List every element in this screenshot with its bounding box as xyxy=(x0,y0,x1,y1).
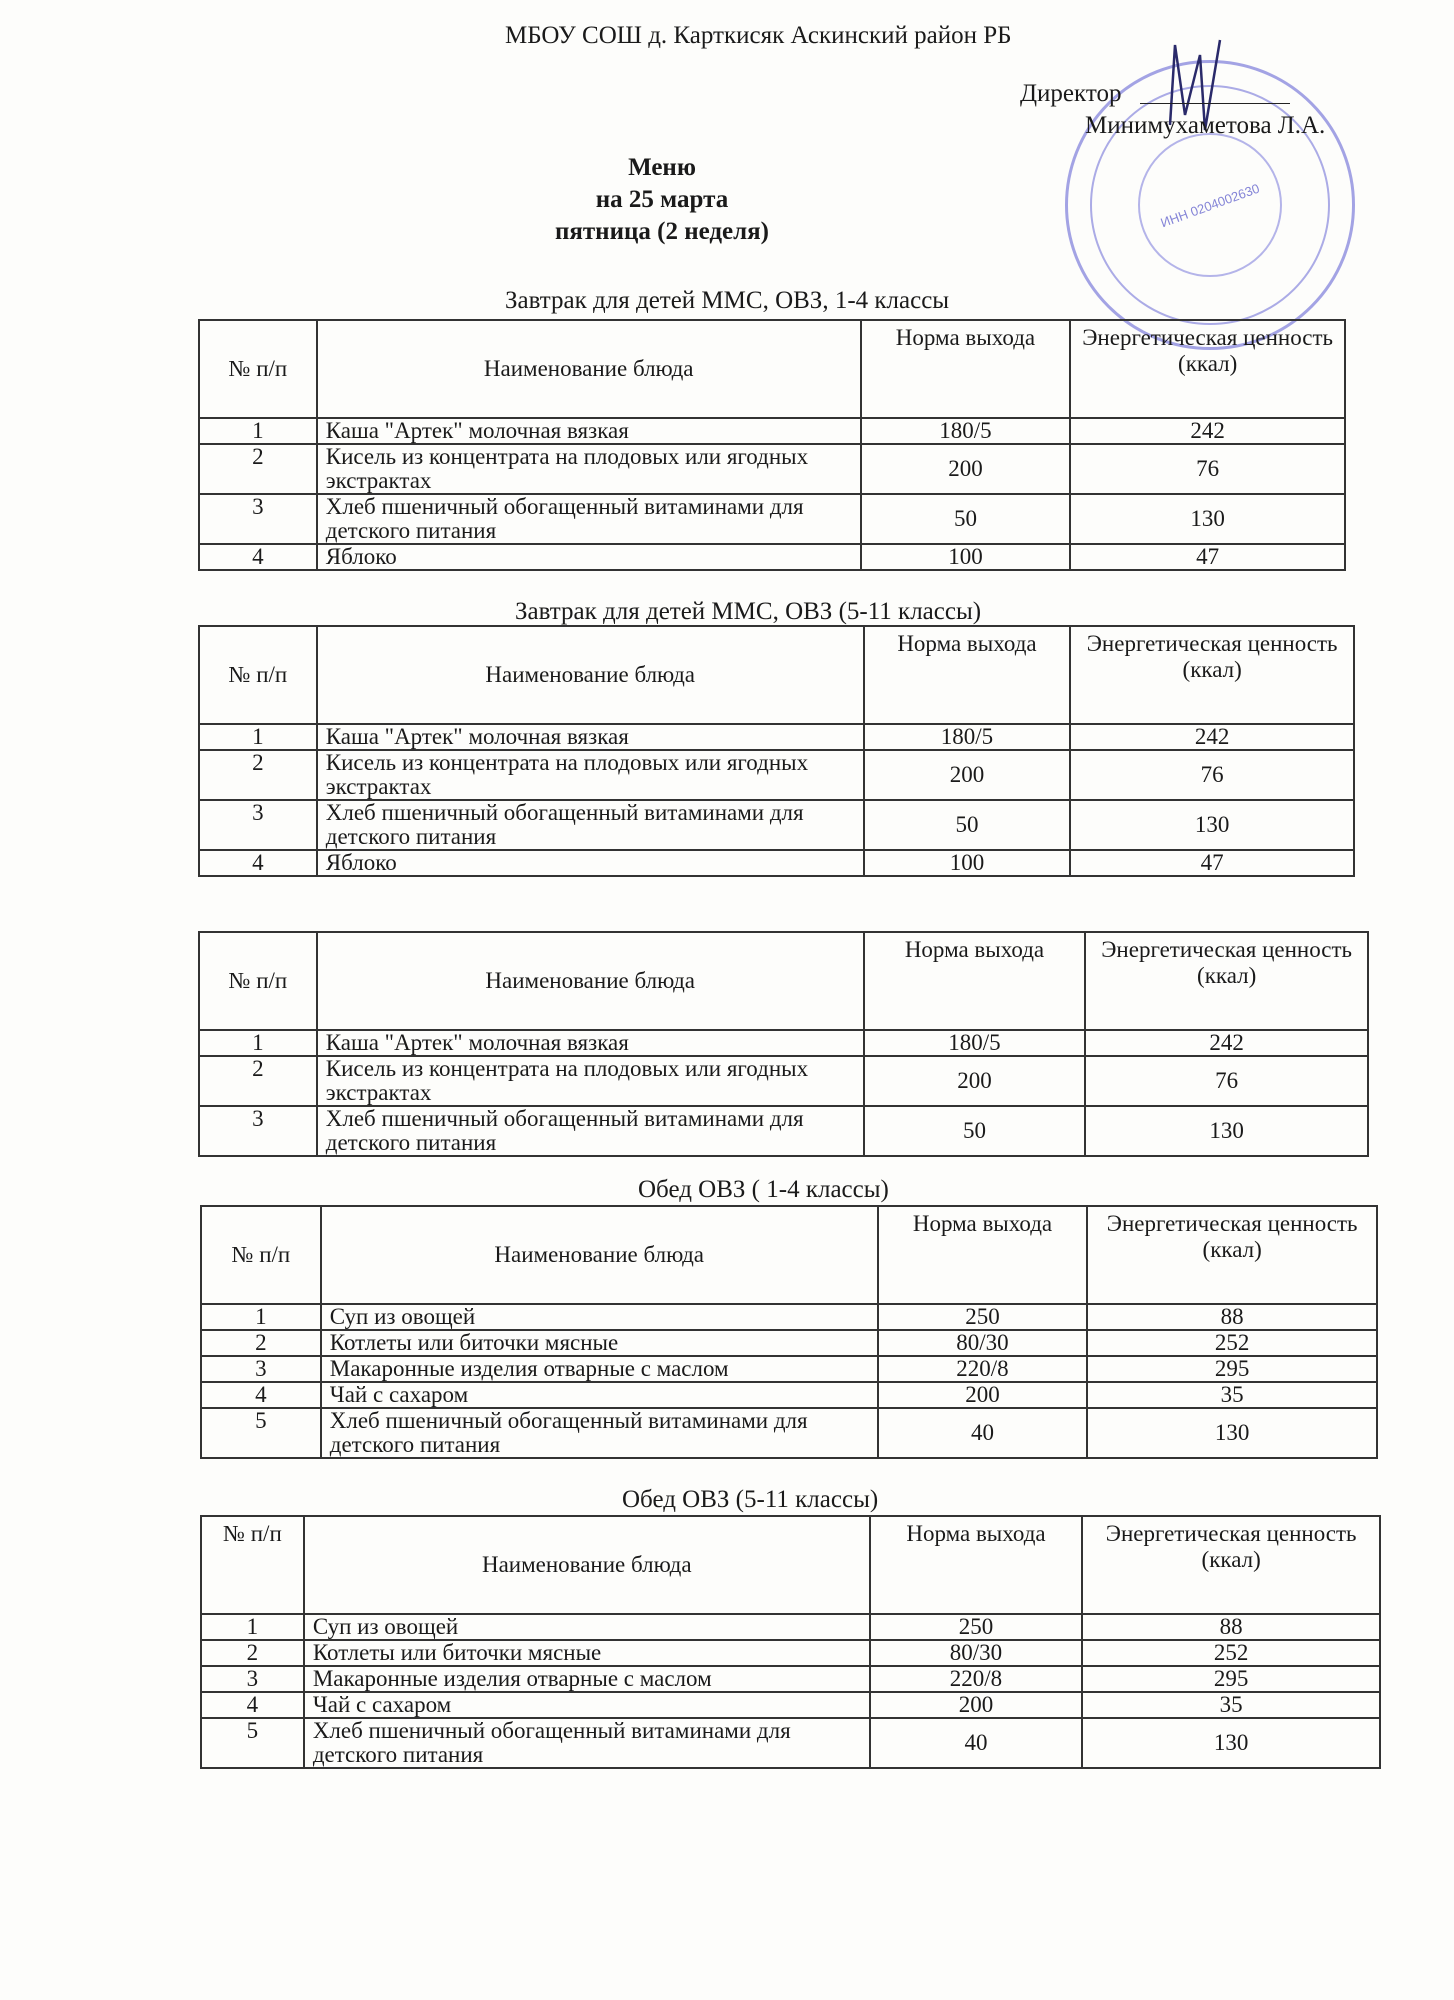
energy-kcal: 242 xyxy=(1070,724,1354,750)
row-number: 3 xyxy=(199,494,317,544)
row-number: 1 xyxy=(199,724,317,750)
energy-kcal: 252 xyxy=(1087,1330,1377,1356)
table-row xyxy=(199,1106,1368,1156)
portion-size: 50 xyxy=(864,800,1071,850)
column-header: Наименование блюда xyxy=(317,320,861,418)
menu-table xyxy=(200,1205,1378,1459)
table-row xyxy=(199,544,1345,570)
table-caption: Обед ОВЗ ( 1-4 классы) xyxy=(638,1176,889,1203)
column-header: Энергетическая ценность (ккал) xyxy=(1087,1206,1377,1304)
energy-kcal: 295 xyxy=(1082,1666,1380,1692)
dish-name: Каша "Артек" молочная вязкая xyxy=(317,418,861,444)
dish-name: Хлеб пшеничный обогащенный витаминами для детского питания xyxy=(317,1106,864,1156)
dish-name: Суп из овощей xyxy=(304,1614,870,1640)
column-header: Наименование блюда xyxy=(317,932,864,1030)
signature-line xyxy=(1140,103,1290,104)
energy-kcal: 88 xyxy=(1087,1304,1377,1330)
table-caption: Завтрак для детей ММС, ОВЗ (5-11 классы) xyxy=(515,598,982,625)
portion-size: 200 xyxy=(864,1056,1086,1106)
portion-size: 180/5 xyxy=(864,724,1071,750)
column-header: Наименование блюда xyxy=(304,1516,870,1614)
table-row xyxy=(199,418,1345,444)
row-number: 2 xyxy=(201,1640,304,1666)
header-row xyxy=(199,626,1354,724)
energy-kcal: 295 xyxy=(1087,1356,1377,1382)
menu-table xyxy=(198,625,1355,877)
menu-table xyxy=(200,1515,1381,1769)
table-row xyxy=(201,1692,1380,1718)
header-row xyxy=(201,1516,1380,1614)
portion-size: 180/5 xyxy=(864,1030,1086,1056)
column-header: Энергетическая ценность (ккал) xyxy=(1085,932,1368,1030)
portion-size: 40 xyxy=(870,1718,1083,1768)
energy-kcal: 88 xyxy=(1082,1614,1380,1640)
row-number: 3 xyxy=(199,1106,317,1156)
column-header: Норма выхода xyxy=(864,932,1086,1030)
column-header: Норма выхода xyxy=(864,626,1071,724)
row-number: 2 xyxy=(199,1056,317,1106)
row-number: 1 xyxy=(201,1304,321,1330)
energy-kcal: 76 xyxy=(1085,1056,1368,1106)
page-title xyxy=(0,152,1454,248)
table-row xyxy=(201,1304,1377,1330)
title-line-1: Меню xyxy=(628,154,696,181)
column-header: Энергетическая ценность (ккал) xyxy=(1070,626,1354,724)
energy-kcal: 242 xyxy=(1085,1030,1368,1056)
dish-name: Хлеб пшеничный обогащенный витаминами для детского питания xyxy=(304,1718,870,1768)
title-line-3: пятница (2 неделя) xyxy=(554,218,770,245)
portion-size: 200 xyxy=(878,1382,1088,1408)
energy-kcal: 130 xyxy=(1070,494,1345,544)
row-number: 4 xyxy=(201,1692,304,1718)
stamp-inn: ИНН 0204002630 xyxy=(1158,180,1262,231)
column-header: № п/п xyxy=(201,1516,304,1614)
dish-name: Котлеты или биточки мясные xyxy=(321,1330,878,1356)
column-header: № п/п xyxy=(199,932,317,1030)
table-row xyxy=(201,1666,1380,1692)
dish-name: Каша "Артек" молочная вязкая xyxy=(317,724,864,750)
dish-name: Суп из овощей xyxy=(321,1304,878,1330)
table-row xyxy=(199,1030,1368,1056)
column-header: Наименование блюда xyxy=(317,626,864,724)
column-header: Энергетическая ценность (ккал) xyxy=(1070,320,1345,418)
header-row xyxy=(199,932,1368,1030)
portion-size: 220/8 xyxy=(878,1356,1088,1382)
header-row xyxy=(199,320,1345,418)
energy-kcal: 130 xyxy=(1087,1408,1377,1458)
portion-size: 250 xyxy=(878,1304,1088,1330)
dish-name: Хлеб пшеничный обогащенный витаминами для детского питания xyxy=(317,494,861,544)
portion-size: 200 xyxy=(864,750,1071,800)
director-label: Директор xyxy=(1020,80,1122,107)
table-row xyxy=(201,1640,1380,1666)
dish-name: Хлеб пшеничный обогащенный витаминами для детского питания xyxy=(317,800,864,850)
table-row xyxy=(201,1718,1380,1768)
energy-kcal: 47 xyxy=(1070,544,1345,570)
row-number: 3 xyxy=(201,1356,321,1382)
dish-name: Котлеты или биточки мясные xyxy=(304,1640,870,1666)
row-number: 2 xyxy=(199,750,317,800)
dish-name: Кисель из концентрата на плодовых или ягодных экстрактах xyxy=(317,750,864,800)
portion-size: 40 xyxy=(878,1408,1088,1458)
column-header: Энергетическая ценность (ккал) xyxy=(1082,1516,1380,1614)
energy-kcal: 130 xyxy=(1070,800,1354,850)
table-row xyxy=(199,800,1354,850)
column-header: Норма выхода xyxy=(870,1516,1083,1614)
column-header: № п/п xyxy=(201,1206,321,1304)
energy-kcal: 35 xyxy=(1087,1382,1377,1408)
row-number: 2 xyxy=(201,1330,321,1356)
portion-size: 250 xyxy=(870,1614,1083,1640)
dish-name: Чай с сахаром xyxy=(321,1382,878,1408)
row-number: 3 xyxy=(201,1666,304,1692)
row-number: 1 xyxy=(199,418,317,444)
dish-name: Чай с сахаром xyxy=(304,1692,870,1718)
dish-name: Яблоко xyxy=(317,544,861,570)
row-number: 4 xyxy=(201,1382,321,1408)
portion-size: 200 xyxy=(870,1692,1083,1718)
column-header: № п/п xyxy=(199,320,317,418)
portion-size: 100 xyxy=(864,850,1071,876)
column-header: Наименование блюда xyxy=(321,1206,878,1304)
table-row xyxy=(199,444,1345,494)
header-row xyxy=(201,1206,1377,1304)
row-number: 1 xyxy=(199,1030,317,1056)
energy-kcal: 130 xyxy=(1085,1106,1368,1156)
portion-size: 80/30 xyxy=(878,1330,1088,1356)
dish-name: Хлеб пшеничный обогащенный витаминами для детского питания xyxy=(321,1408,878,1458)
table-row xyxy=(199,1056,1368,1106)
dish-name: Каша "Артек" молочная вязкая xyxy=(317,1030,864,1056)
menu-table xyxy=(198,319,1346,571)
row-number: 1 xyxy=(201,1614,304,1640)
row-number: 4 xyxy=(199,850,317,876)
portion-size: 180/5 xyxy=(861,418,1071,444)
portion-size: 50 xyxy=(864,1106,1086,1156)
dish-name: Макаронные изделия отварные с маслом xyxy=(321,1356,878,1382)
energy-kcal: 252 xyxy=(1082,1640,1380,1666)
table-row xyxy=(199,750,1354,800)
title-line-2: на 25 марта xyxy=(595,186,729,213)
energy-kcal: 130 xyxy=(1082,1718,1380,1768)
energy-kcal: 35 xyxy=(1082,1692,1380,1718)
table-row xyxy=(199,494,1345,544)
table-row xyxy=(201,1614,1380,1640)
energy-kcal: 76 xyxy=(1070,750,1354,800)
table-row xyxy=(201,1330,1377,1356)
energy-kcal: 47 xyxy=(1070,850,1354,876)
dish-name: Кисель из концентрата на плодовых или ягодных экстрактах xyxy=(317,1056,864,1106)
portion-size: 80/30 xyxy=(870,1640,1083,1666)
dish-name: Макаронные изделия отварные с маслом xyxy=(304,1666,870,1692)
column-header: Норма выхода xyxy=(861,320,1071,418)
portion-size: 220/8 xyxy=(870,1666,1083,1692)
dish-name: Яблоко xyxy=(317,850,864,876)
row-number: 5 xyxy=(201,1408,321,1458)
table-row xyxy=(199,850,1354,876)
column-header: № п/п xyxy=(199,626,317,724)
director-name: Минимухаметова Л.А. xyxy=(1085,112,1326,139)
row-number: 3 xyxy=(199,800,317,850)
portion-size: 50 xyxy=(861,494,1071,544)
table-row xyxy=(199,724,1354,750)
table-caption: Обед ОВЗ (5-11 классы) xyxy=(622,1486,879,1513)
menu-table xyxy=(198,931,1369,1157)
portion-size: 100 xyxy=(861,544,1071,570)
table-row xyxy=(201,1356,1377,1382)
organization: МБОУ СОШ д. Карткисяк Аскинский район РБ xyxy=(505,22,1012,49)
energy-kcal: 242 xyxy=(1070,418,1345,444)
table-row xyxy=(201,1408,1377,1458)
row-number: 5 xyxy=(201,1718,304,1768)
table-caption: Завтрак для детей ММС, ОВЗ, 1-4 классы xyxy=(505,287,950,314)
table-row xyxy=(201,1382,1377,1408)
row-number: 4 xyxy=(199,544,317,570)
row-number: 2 xyxy=(199,444,317,494)
energy-kcal: 76 xyxy=(1070,444,1345,494)
dish-name: Кисель из концентрата на плодовых или ягодных экстрактах xyxy=(317,444,861,494)
portion-size: 200 xyxy=(861,444,1071,494)
column-header: Норма выхода xyxy=(878,1206,1088,1304)
